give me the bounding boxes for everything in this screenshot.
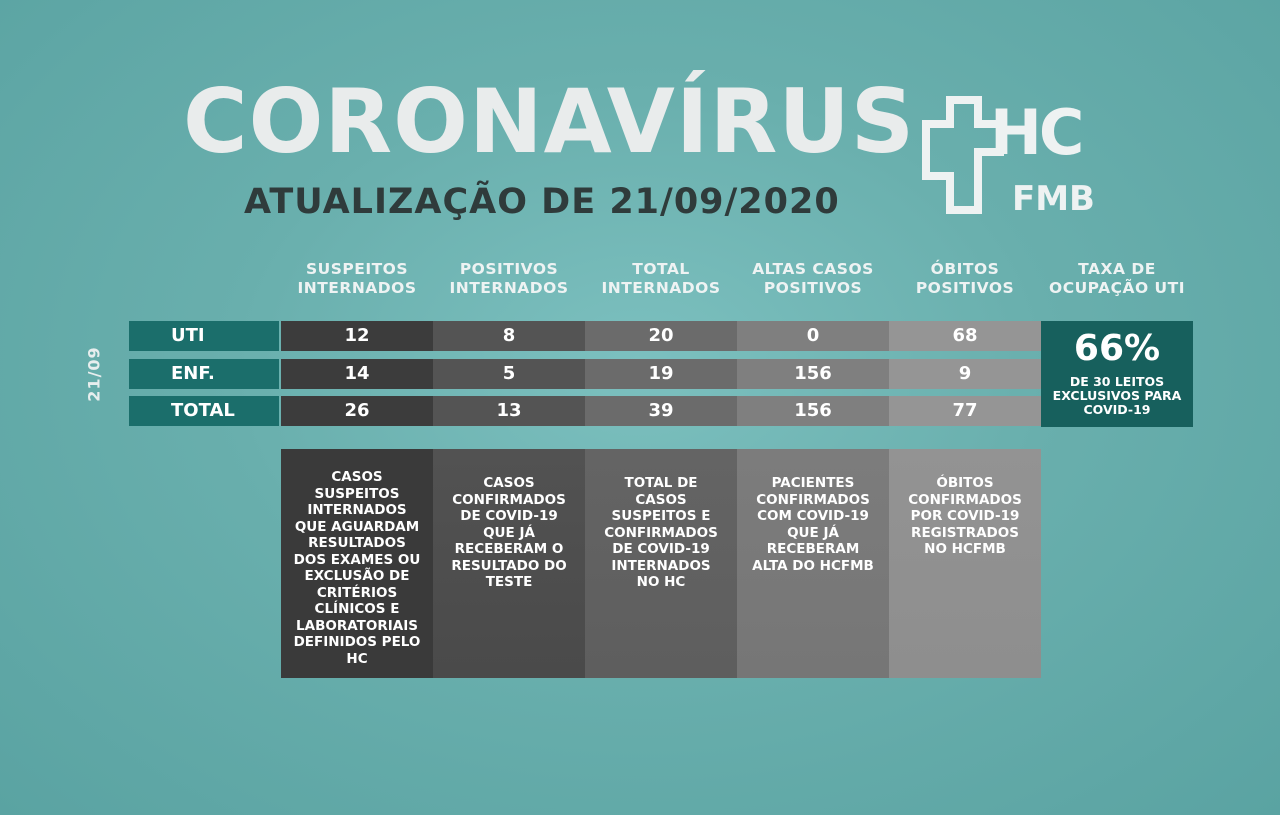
header-total: TOTAL INTERNADOS — [601, 260, 721, 297]
cell-total-obitos: 77 — [889, 396, 1041, 426]
cell-enf-obitos: 9 — [889, 359, 1041, 389]
logo-fmb-text: FMB — [1012, 179, 1095, 216]
cell-enf-altas: 156 — [737, 359, 889, 389]
cell-uti-positivos: 8 — [433, 321, 585, 351]
cell-enf-positivos: 5 — [433, 359, 585, 389]
row-label-total: TOTAL — [129, 396, 279, 426]
cell-uti-suspeitos: 12 — [281, 321, 433, 351]
description-positivos: CASOS CONFIRMADOS DE COVID-19 QUE JÁ RECEBERAM O RESULTADO DO TESTE — [433, 449, 585, 678]
occupancy-description: DE 30 LEITOS EXCLUSIVOS PARA COVID-19 — [1052, 374, 1182, 417]
logo-hc-text: HC — [990, 96, 1082, 169]
page-title: CORONAVÍRUS — [183, 70, 916, 173]
cell-uti-total: 20 — [585, 321, 737, 351]
header-taxa: TAXA DE OCUPAÇÃO UTI — [1049, 260, 1185, 297]
occupancy-box — [1041, 321, 1193, 427]
description-obitos: ÓBITOS CONFIRMADOS POR COVID-19 REGISTRADOS NO HCFMB — [889, 449, 1041, 678]
cell-total-suspeitos: 26 — [281, 396, 433, 426]
row-label-enf: ENF. — [129, 359, 279, 389]
cell-uti-altas: 0 — [737, 321, 889, 351]
cell-enf-suspeitos: 14 — [281, 359, 433, 389]
occupancy-percent: 66% — [1073, 328, 1161, 369]
header-altas: ALTAS CASOS POSITIVOS — [752, 260, 874, 297]
header-positivos: POSITIVOS INTERNADOS — [449, 260, 569, 297]
cell-total-altas: 156 — [737, 396, 889, 426]
update-subtitle: ATUALIZAÇÃO DE 21/09/2020 — [244, 182, 840, 222]
description-total: TOTAL DE CASOS SUSPEITOS E CONFIRMADOS DE COVID-19 INTERNADOS NO HC — [585, 449, 737, 678]
side-date: 21/09 — [84, 346, 104, 402]
cell-total-total: 39 — [585, 396, 737, 426]
cell-enf-total: 19 — [585, 359, 737, 389]
row-label-uti: UTI — [129, 321, 279, 351]
cross-outline-icon — [926, 100, 1000, 210]
description-suspeitos: CASOS SUSPEITOS INTERNADOS QUE AGUARDAM RESULTADOS DOS EXAMES OU EXCLUSÃO DE CRITÉRIOS CLÍNICOS E LABORATORIAIS DEFINIDOS PELO HC — [281, 449, 433, 678]
description-altas: PACIENTES CONFIRMADOS COM COVID-19 QUE JÁ RECEBERAM ALTA DO HCFMB — [737, 449, 889, 678]
header-obitos: ÓBITOS POSITIVOS — [915, 260, 1015, 297]
header-suspeitos: SUSPEITOS INTERNADOS — [297, 260, 417, 297]
cell-uti-obitos: 68 — [889, 321, 1041, 351]
hcfmb-logo — [922, 96, 1097, 216]
cell-total-positivos: 13 — [433, 396, 585, 426]
